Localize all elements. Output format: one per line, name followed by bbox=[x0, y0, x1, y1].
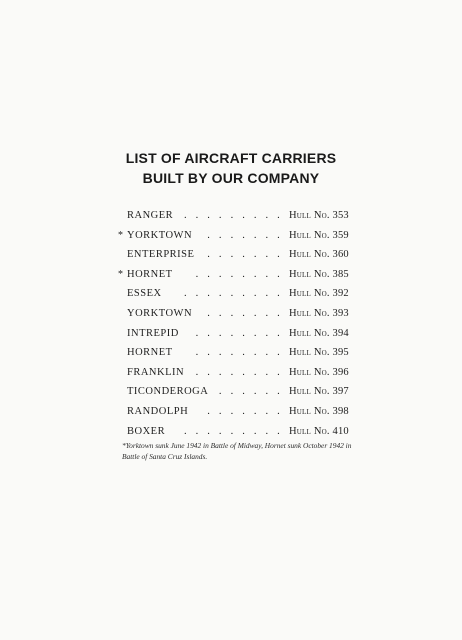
dot-leader: . . . . . . . bbox=[207, 249, 283, 261]
hull-number: Hull No. 410 bbox=[289, 425, 349, 437]
hull-number: Hull No. 393 bbox=[289, 307, 349, 319]
carrier-name: RANGER bbox=[127, 210, 174, 221]
carrier-name: YORKTOWN bbox=[127, 229, 193, 241]
dot-leader: . . . . . . . . . bbox=[183, 288, 283, 300]
hull-number: Hull No. 360 bbox=[289, 249, 349, 261]
carrier-name: HORNET bbox=[127, 347, 173, 359]
hull-number: Hull No. 394 bbox=[289, 327, 349, 339]
dot-leader: . . . . . . . . bbox=[195, 347, 283, 359]
list-item bbox=[118, 245, 363, 265]
hull-number: Hull No. 398 bbox=[289, 405, 349, 417]
carrier-name: INTREPID bbox=[127, 327, 179, 339]
page-title-line-1: LIST OF AIRCRAFT CARRIERS bbox=[125, 150, 337, 166]
hull-number: Hull No. 397 bbox=[289, 386, 349, 398]
hull-number: Hull No. 392 bbox=[289, 288, 349, 300]
dot-leader: . . . . . . . bbox=[207, 307, 283, 319]
list-item bbox=[118, 402, 363, 422]
carrier-name: HORNET bbox=[127, 268, 173, 280]
footnote-marker: * bbox=[118, 229, 123, 241]
list-item bbox=[118, 324, 363, 344]
list-item bbox=[118, 363, 363, 383]
dot-leader: . . . . . . . . bbox=[195, 327, 283, 339]
dot-leader: . . . . . . . . . bbox=[183, 210, 283, 221]
carrier-name: RANDOLPH bbox=[127, 405, 189, 417]
list-item bbox=[118, 206, 363, 226]
list-item bbox=[118, 343, 363, 363]
carrier-name: BOXER bbox=[127, 425, 166, 437]
list-item bbox=[118, 265, 363, 285]
carrier-name: TICONDEROGA bbox=[127, 386, 209, 398]
dot-leader: . . . . . . . bbox=[207, 405, 283, 417]
page-title-line-2: BUILT BY OUR COMPANY bbox=[142, 170, 320, 186]
hull-number: Hull No. 385 bbox=[289, 268, 349, 280]
carrier-name: ESSEX bbox=[127, 288, 162, 300]
carrier-name: ENTERPRISE bbox=[127, 249, 195, 261]
list-item bbox=[118, 304, 363, 324]
list-item bbox=[118, 382, 363, 402]
footnote: *Yorktown sunk June 1942 in Battle of Midway, Hornet sunk October 1942 in Battle of Santa Cruz Islands. bbox=[122, 441, 352, 461]
carrier-list bbox=[118, 206, 363, 441]
dot-leader: . . . . . . . . bbox=[195, 366, 283, 378]
hull-number: Hull No. 395 bbox=[289, 347, 349, 359]
carrier-name: FRANKLIN bbox=[127, 366, 185, 378]
dot-leader: . . . . . . . . bbox=[195, 268, 283, 280]
dot-leader: . . . . . . . . . bbox=[183, 425, 283, 437]
carrier-name: YORKTOWN bbox=[127, 307, 193, 319]
footnote-marker: * bbox=[118, 268, 123, 280]
hull-number: Hull No. 396 bbox=[289, 366, 349, 378]
hull-number: Hull No. 359 bbox=[289, 229, 349, 241]
dot-leader: . . . . . . bbox=[218, 386, 283, 398]
dot-leader: . . . . . . . bbox=[207, 229, 283, 241]
hull-number: Hull No. 353 bbox=[289, 210, 349, 221]
list-item bbox=[118, 422, 363, 442]
list-item bbox=[118, 226, 363, 246]
list-item bbox=[118, 284, 363, 304]
